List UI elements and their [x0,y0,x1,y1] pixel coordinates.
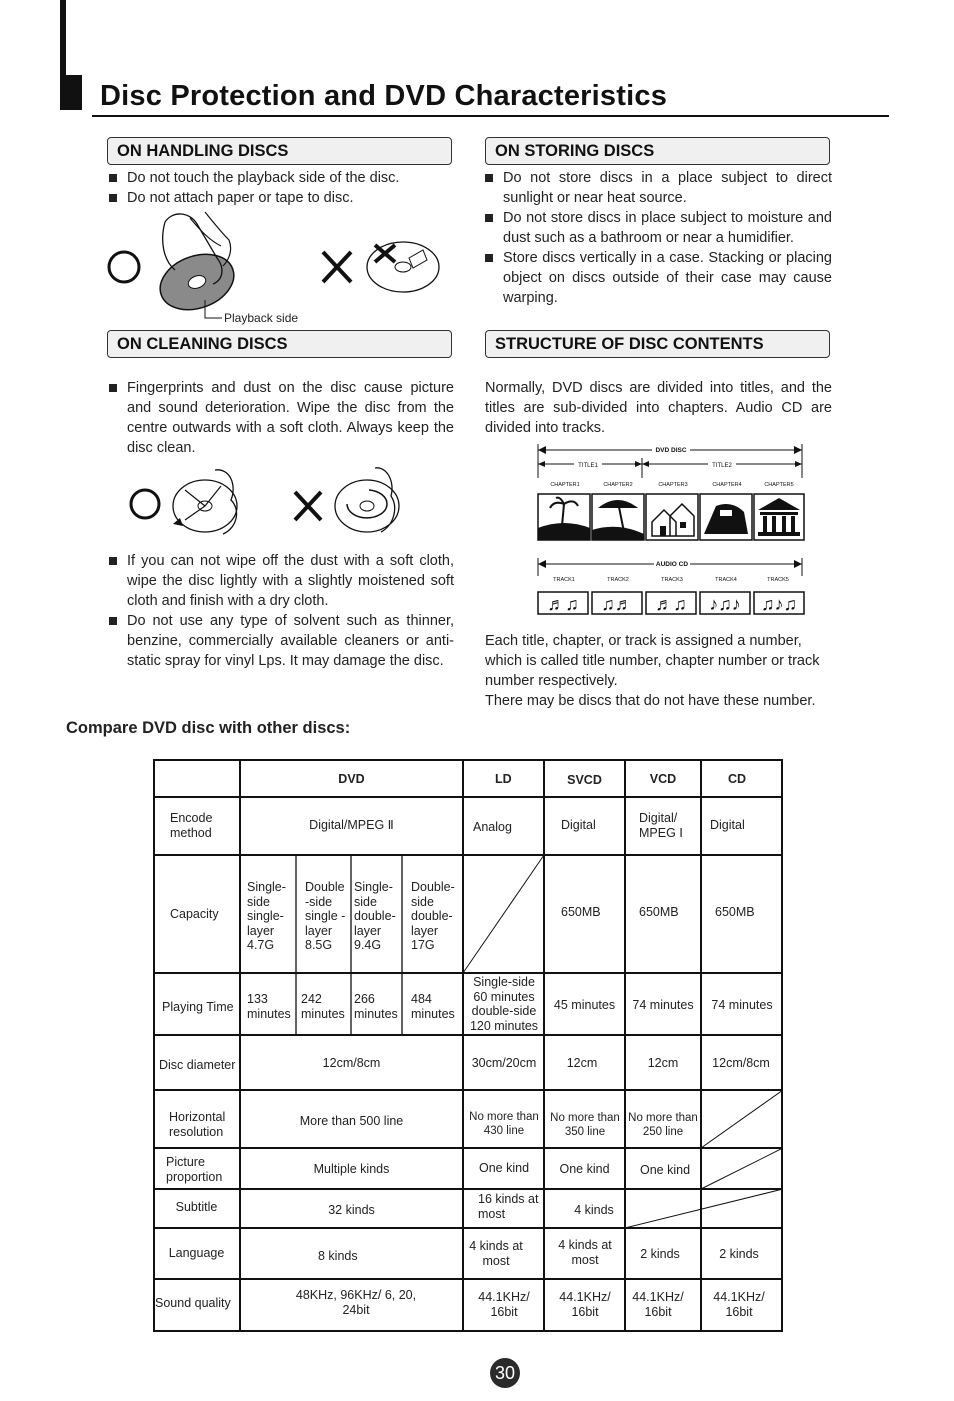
diameter-ld: 30cm/20cm [471,1056,537,1070]
wrong-cross-icon [323,252,351,282]
audio-cd-diagram [536,556,806,618]
playing-dvd-2: 242 minutes [301,992,345,1021]
handling-list [109,168,454,208]
subtitle-ld: 16 kinds at most [478,1192,539,1221]
row-diameter-label: Disc diameter [159,1058,236,1072]
structure-outro [485,631,835,711]
wipe-radial-disc-icon [173,470,237,534]
track-4-label: TRACK4 [715,577,737,583]
storing-item-1: Do not store discs in a place subject to direct sunlight or near heat source. [485,168,832,208]
language-dvd: 8 kinds [318,1249,358,1263]
cleaning-list-bottom [109,551,454,671]
ok-circle-icon [131,490,159,518]
row-language-label: Language [168,1246,225,1260]
capacity-vcd: 650MB [639,905,679,919]
col-svcd: SVCD [567,773,602,787]
capacity-dvd-4: Double-side double-layer 17G [411,880,455,952]
capacity-dvd-1: Single-side single-layer 4.7G [247,880,286,952]
track-1-label: TRACK1 [553,577,575,583]
cleaning-illustration [125,460,415,550]
proportion-ld: One kind [478,1161,530,1175]
subtitle-dvd: 32 kinds [328,1203,375,1217]
handling-illustration [105,210,455,330]
row-subtitle-label: Subtitle [175,1200,218,1214]
col-ld: LD [495,772,512,786]
track-2-label: TRACK2 [607,577,629,583]
title-1-label: TITLE1 [578,463,598,469]
ok-circle-icon [109,252,139,282]
storing-list [485,168,832,308]
svg-text:♬♫: ♬♫ [547,594,579,614]
row-encode-label: Encode method [170,811,213,840]
sound-cd: 44.1KHz/ 16bit [713,1290,765,1319]
proportion-vcd: One kind [639,1163,691,1177]
diameter-vcd: 12cm [647,1056,679,1070]
col-cd: CD [727,772,747,786]
structure-intro: Normally, DVD discs are divided into titles, and the titles are sub-divided into chapters. Audio CD are divided into tracks. [485,380,832,436]
svg-text:♫♪♫: ♫♪♫ [761,594,797,614]
audio-cd-label: AUDIO CD [655,561,689,568]
sound-vcd: 44.1KHz/ 16bit [632,1290,684,1319]
chapter-3-label: CHAPTER3 [658,482,688,488]
resolution-svcd: No more than 350 line [550,1112,620,1138]
compare-heading: Compare DVD disc with other discs: [66,719,351,737]
playing-dvd-4: 484 minutes [411,992,455,1021]
playing-cd: 74 minutes [711,998,773,1012]
chapter-images [538,494,804,540]
structure-outro-1: Each title, chapter, or track is assigned a number, which is called title number, chapter number or track number respectively. [485,633,820,689]
title-rule [92,115,889,117]
handling-item-2: Do not attach paper or tape to disc. [109,188,454,208]
row-playing-label: Playing Time [162,1000,234,1014]
resolution-ld: No more than 430 line [469,1111,539,1137]
comparison-table [153,759,783,1332]
playing-dvd-3: 266 minutes [354,992,398,1021]
language-vcd: 2 kinds [640,1247,680,1261]
encode-dvd: Digital/MPEG Ⅱ [309,818,394,832]
page-number: 30 [490,1358,520,1388]
col-dvd: DVD [338,772,365,786]
sound-ld: 44.1KHz/ 16bit [478,1290,530,1319]
encode-cd: Digital [710,818,745,832]
cleaning-list-top [109,378,454,458]
svg-text:♪♫♪: ♪♫♪ [709,594,741,614]
capacity-cd: 650MB [715,905,755,919]
subtitle-svcd: 4 kinds [574,1203,614,1217]
col-vcd: VCD [649,772,677,786]
playing-vcd: 74 minutes [632,998,694,1012]
cleaning-heading: ON CLEANING DISCS [107,330,452,358]
track-boxes [538,592,804,614]
diameter-dvd: 12cm/8cm [322,1056,381,1070]
diameter-cd: 12cm/8cm [712,1056,770,1070]
playing-dvd-1: 133 minutes [247,992,291,1021]
handling-item-1: Do not touch the playback side of the disc. [109,168,454,188]
capacity-svcd: 650MB [561,905,601,919]
sound-svcd: 44.1KHz/ 16bit [559,1290,611,1319]
structure-heading: STRUCTURE OF DISC CONTENTS [485,330,830,358]
language-svcd: 4 kinds at most [558,1238,612,1267]
chapter-5-label: CHAPTER5 [764,482,794,488]
capacity-dvd-3: Single-side double-layer 9.4G [354,880,396,952]
dvd-disc-label: DVD DISC [655,447,687,454]
handling-heading: ON HANDLING DISCS [107,137,452,165]
playback-side-label: Playback side [224,311,299,325]
chapter-2-label: CHAPTER2 [603,482,633,488]
hand-holding-disc-icon [152,212,241,319]
track-3-label: TRACK3 [661,577,683,583]
language-cd: 2 kinds [719,1247,759,1261]
playing-svcd: 45 minutes [553,998,616,1012]
title-spans [538,458,802,478]
storing-item-2: Do not store discs in place subject to moisture and dust such as a bathroom or near a humidifier. [485,208,832,248]
dvd-structure-diagram [536,442,806,542]
playing-ld: Single-side 60 minutes double-side 120 minutes [469,975,539,1033]
language-ld: 4 kinds at most [469,1239,523,1268]
page-title: Disc Protection and DVD Characteristics [100,80,668,112]
encode-svcd: Digital [561,818,596,832]
diameter-svcd: 12cm [566,1056,598,1070]
storing-heading: ON STORING DISCS [485,137,830,165]
cleaning-item-1: Fingerprints and dust on the disc cause picture and sound deterioration. Wipe the disc from the centre outwards with a soft cloth. Always keep the disc clean. [109,378,454,458]
chapter-4-label: CHAPTER4 [712,482,742,488]
row-sound-label: Sound quality [155,1296,231,1310]
proportion-svcd: One kind [559,1162,610,1176]
storing-item-3: Store discs vertically in a case. Stacking or placing object on discs outside of their case may cause warping. [485,248,832,308]
encode-ld: Analog [473,820,512,834]
disc-with-tape-icon [367,242,439,292]
proportion-dvd: Multiple kinds [313,1162,390,1176]
resolution-vcd: No more than 250 line [628,1112,698,1138]
encode-vcd: Digital/ MPEG Ⅰ [639,811,683,840]
cleaning-item-2: If you can not wipe off the dust with a soft cloth, wipe the disc lightly with a slightly moistened soft cloth and finish with a dry cloth. [109,551,454,611]
row-capacity-label: Capacity [170,907,219,921]
row-proportion-label: Picture proportion [166,1155,223,1184]
title-2-label: TITLE2 [712,463,732,469]
track-5-label: TRACK5 [767,577,789,583]
sound-dvd: 48KHz, 96KHz/ 6, 20, 24bit [295,1288,417,1317]
svg-text:♫♬: ♫♬ [601,594,633,614]
chapter-1-label: CHAPTER1 [550,482,580,488]
resolution-dvd: More than 500 line [299,1114,404,1128]
wipe-circular-disc-icon [335,468,399,532]
header-bar-block [60,75,82,110]
structure-outro-2: There may be discs that do not have these number. [485,693,816,709]
cleaning-item-3: Do not use any type of solvent such as thinner, benzine, commercially available cleaners or anti-static spray for vinyl Lps. It may damage the disc. [109,611,454,671]
capacity-dvd-2: Double -side single -layer 8.5G [305,880,346,952]
svg-text:♬♫: ♬♫ [655,594,687,614]
row-resolution-label: Horizontal resolution [169,1110,226,1139]
wrong-cross-icon [295,492,321,520]
